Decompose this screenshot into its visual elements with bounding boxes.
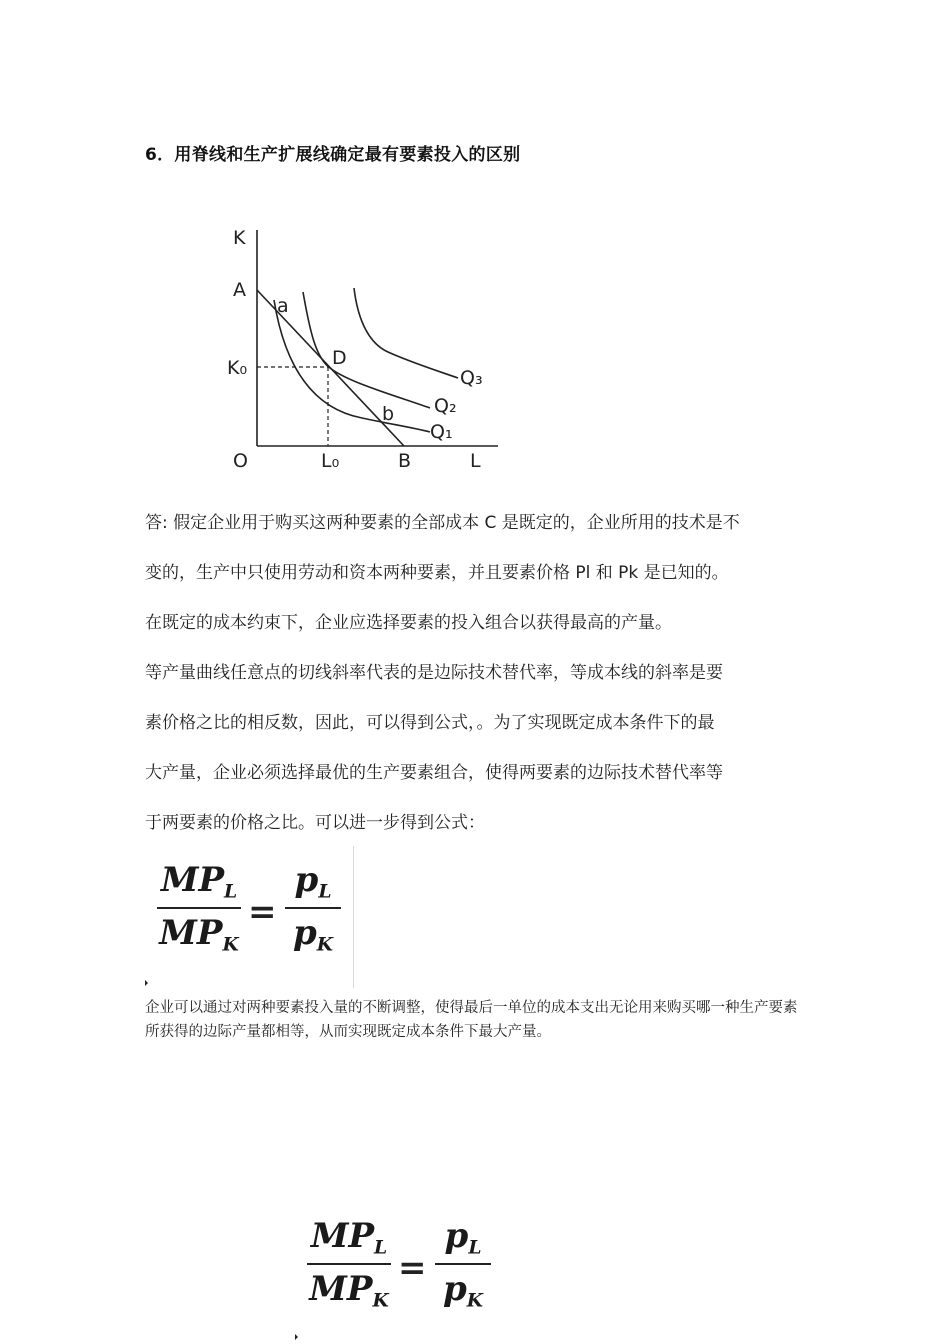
l0-label: L₀ bbox=[321, 450, 340, 472]
p-k-denominator: $p_K$ bbox=[442, 1268, 484, 1312]
isoquant-diagram bbox=[220, 222, 510, 477]
answer-line-7: 于两要素的价格之比。可以进一步得到公式： bbox=[145, 813, 485, 833]
answer-line-5: 素价格之比的相反数，因此，可以得到公式，。为了实现既定成本条件下的最 bbox=[145, 713, 715, 733]
fraction-bar bbox=[435, 1263, 491, 1265]
corner-marker-icon bbox=[295, 1334, 298, 1340]
corner-marker-icon bbox=[145, 980, 148, 986]
point-b-lower-label: b bbox=[382, 403, 395, 425]
origin-label: O bbox=[233, 450, 248, 472]
isoquant-q2 bbox=[303, 292, 430, 408]
mp-l-numerator: $MP_L$ bbox=[160, 860, 238, 903]
mp-fraction bbox=[307, 1216, 391, 1311]
equals-sign: = bbox=[248, 892, 277, 932]
answer-line-1: 答: 假定企业用于购买这两种要素的全部成本 C 是既定的，企业所用的技术是不 bbox=[145, 513, 740, 533]
equals-sign: = bbox=[398, 1248, 427, 1288]
k-axis-label: K bbox=[233, 227, 246, 249]
q1-label: Q₁ bbox=[430, 421, 453, 443]
answer-line-6: 大产量，企业必须选择最优的生产要素组合，使得两要素的边际技术替代率等 bbox=[145, 763, 723, 783]
p-k-denominator: $p_K$ bbox=[292, 912, 334, 956]
conclusion-text: 企业可以通过对两种要素投入量的不断调整，使得最后一单位的成本支出无论用来购买哪一种生产要素所获得的边际产量都相等，从而实现既定成本条件下最大产量。 bbox=[145, 1000, 798, 1040]
q3-label: Q₃ bbox=[460, 367, 483, 389]
p-fraction bbox=[435, 1216, 491, 1311]
fraction-bar bbox=[285, 907, 341, 909]
point-a-label: A bbox=[233, 279, 246, 301]
p-fraction bbox=[285, 860, 341, 955]
mp-k-denominator: $MP_K$ bbox=[309, 1268, 389, 1312]
mp-l-numerator: $MP_L$ bbox=[310, 1216, 388, 1259]
point-b-label: B bbox=[398, 450, 412, 472]
section-heading: 6．用脊线和生产扩展线确定最有要素投入的区别 bbox=[145, 145, 521, 165]
point-a-lower-label: a bbox=[277, 295, 289, 317]
isoquant-q3 bbox=[354, 288, 458, 378]
p-l-numerator: $p_L$ bbox=[444, 1216, 482, 1259]
mp-k-denominator: $MP_K$ bbox=[159, 912, 239, 956]
k0-label: K₀ bbox=[227, 357, 248, 379]
answer-line-4: 等产量曲线任意点的切线斜率代表的是边际技术替代率，等成本线的斜率是要 bbox=[145, 663, 723, 683]
formula-image-2 bbox=[295, 1200, 505, 1344]
q2-label: Q₂ bbox=[434, 395, 457, 417]
fraction-bar bbox=[157, 907, 241, 909]
p-l-numerator: $p_L$ bbox=[294, 860, 332, 903]
mp-fraction bbox=[157, 860, 241, 955]
fraction-bar bbox=[307, 1263, 391, 1265]
isoquant-q1 bbox=[274, 300, 430, 432]
formula-image-1 bbox=[145, 846, 354, 988]
answer-line-2: 变的，生产中只使用劳动和资本两种要素，并且要素价格 Pl 和 Pk 是已知的。 bbox=[145, 563, 729, 583]
l-axis-label: L bbox=[470, 450, 481, 472]
point-d-label: D bbox=[332, 347, 347, 369]
answer-line-3: 在既定的成本约束下，企业应选择要素的投入组合以获得最高的产量。 bbox=[145, 613, 672, 633]
